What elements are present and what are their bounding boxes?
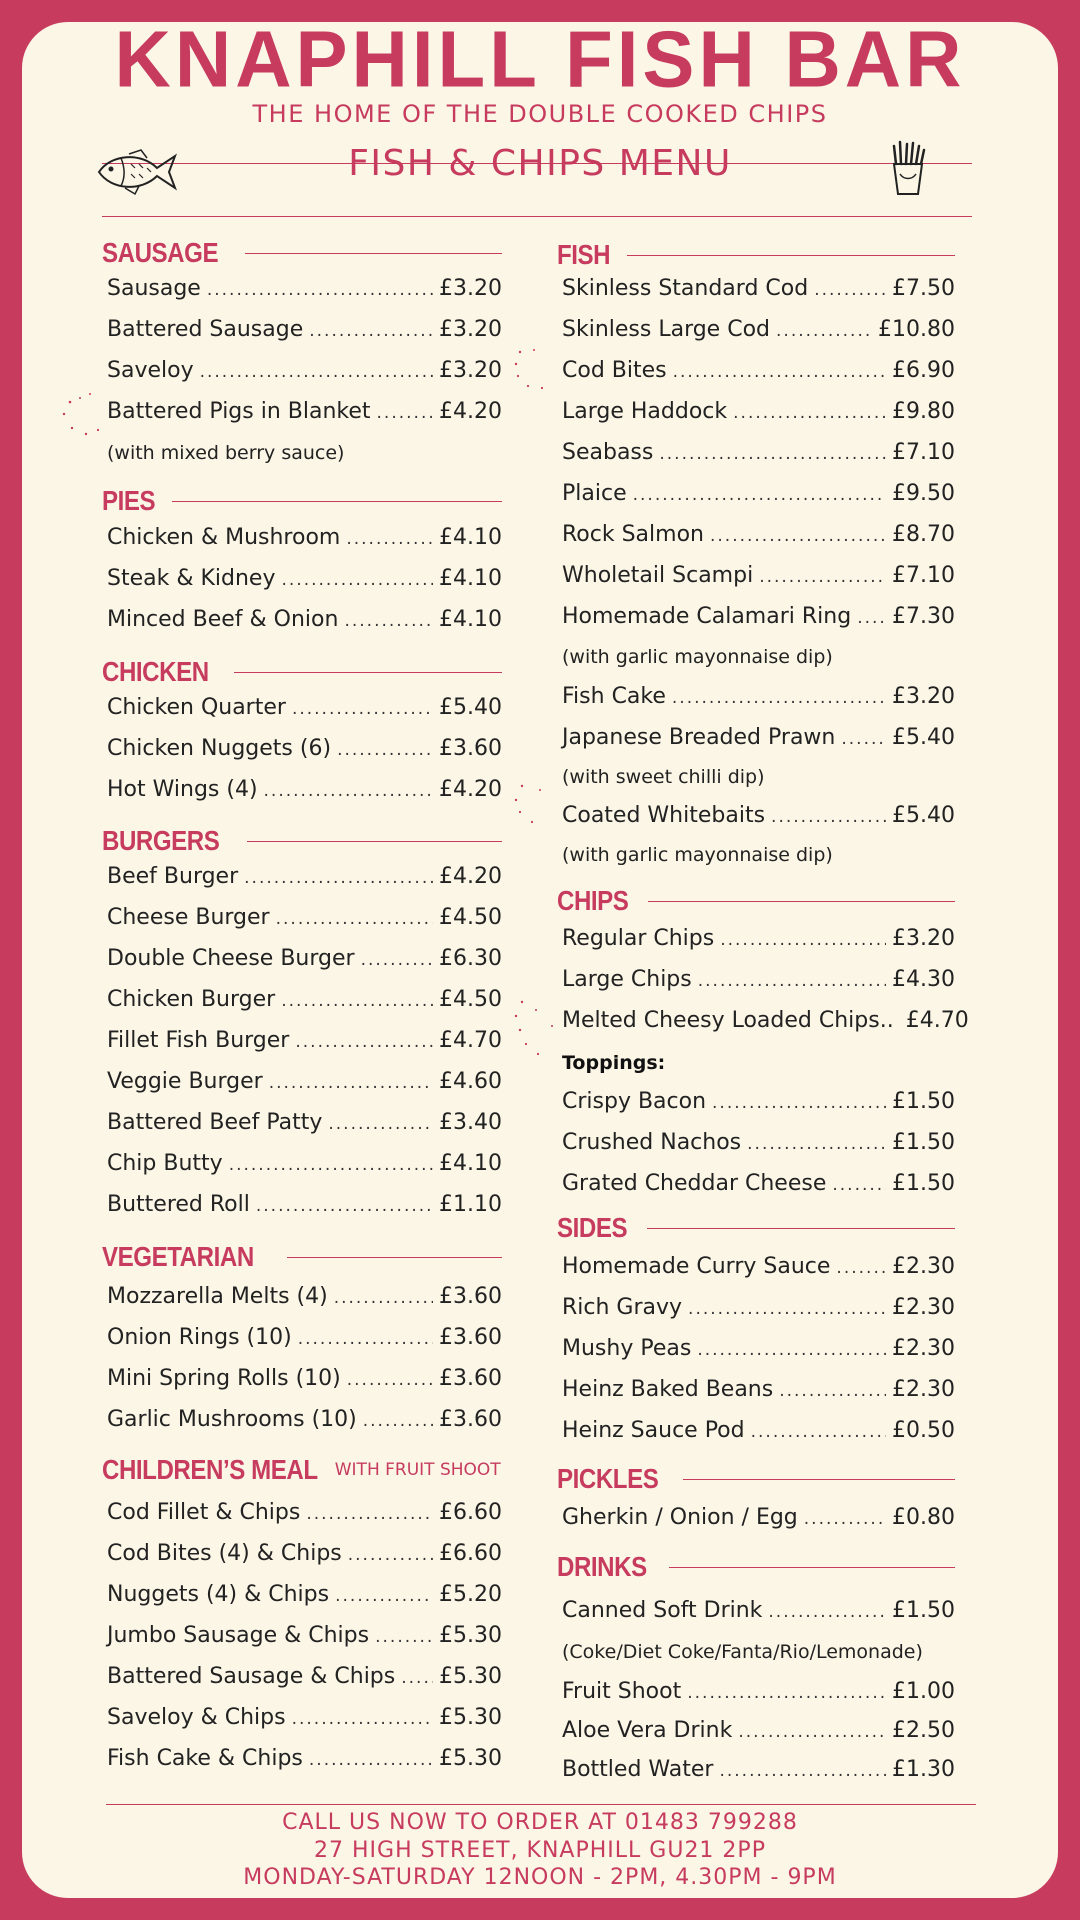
menu-item-row xyxy=(107,276,502,301)
menu-item-price: £7.10 xyxy=(892,563,955,588)
menu-item-row xyxy=(562,1757,955,1782)
menu-item-name: Rock Salmon xyxy=(562,522,704,547)
menu-item-price: £3.60 xyxy=(439,1325,502,1350)
dot-leader xyxy=(697,1340,886,1360)
dot-leader xyxy=(759,567,886,587)
menu-item-name: Melted Cheesy Loaded Chips.. xyxy=(562,1008,894,1033)
menu-item-row xyxy=(107,1325,502,1350)
pickles-section-title: PICKLES xyxy=(557,1463,659,1494)
dot-leader xyxy=(832,1175,886,1195)
chips-section-header xyxy=(557,884,955,918)
menu-item-name: Heinz Baked Beans xyxy=(562,1377,774,1402)
menu-item-row xyxy=(562,1598,955,1623)
menu-item-row xyxy=(562,440,955,465)
dot-leader xyxy=(804,1509,886,1529)
menu-item-row xyxy=(107,987,502,1012)
dot-leader xyxy=(309,1750,433,1770)
menu-item-row xyxy=(107,399,502,424)
dot-leader xyxy=(768,1602,886,1622)
dot-leader xyxy=(633,485,886,505)
dot-leader xyxy=(698,971,886,991)
menu-item-row xyxy=(107,1500,502,1525)
menu-item-row xyxy=(107,905,502,930)
menu-item-price: £5.40 xyxy=(439,695,502,720)
menu-item-row xyxy=(107,358,502,383)
menu-item-row xyxy=(562,926,955,951)
menu-item-row xyxy=(107,1366,502,1391)
dot-leader xyxy=(779,1381,886,1401)
menu-item-price: £5.20 xyxy=(439,1582,502,1607)
restaurant-title: KNAPHILL FISH BAR xyxy=(114,14,966,104)
menu-item-name: Coated Whitebaits xyxy=(562,803,766,828)
menu-item-note: (with garlic mayonnaise dip) xyxy=(562,844,833,866)
menu-item-note: (with mixed berry sauce) xyxy=(107,442,345,464)
menu-item-name: Beef Burger xyxy=(107,864,239,889)
menu-item-price: £2.30 xyxy=(892,1254,955,1279)
dot-leader xyxy=(256,1196,433,1216)
dot-leader xyxy=(337,740,433,760)
dot-leader xyxy=(281,991,433,1011)
toppings-label: Toppings: xyxy=(562,1052,666,1074)
sausage-section-rule xyxy=(245,253,502,254)
menu-item-name: Skinless Large Cod xyxy=(562,317,771,342)
menu-item-row xyxy=(107,525,502,550)
dot-leader xyxy=(673,362,886,382)
sides-section-header xyxy=(557,1211,955,1245)
menu-item-row xyxy=(107,1746,502,1771)
menu-item-price: £0.80 xyxy=(892,1505,955,1530)
menu-item-row xyxy=(107,946,502,971)
menu-item-name: Fruit Shoot xyxy=(562,1679,682,1704)
menu-item-price: £4.10 xyxy=(439,607,502,632)
menu-item-price: £3.60 xyxy=(439,736,502,761)
footer-phone: CALL US NOW TO ORDER AT 01483 799288 xyxy=(282,1810,798,1835)
dot-leader xyxy=(306,1504,433,1524)
footer-address: 27 HIGH STREET, KNAPHILL GU21 2PP xyxy=(314,1838,766,1863)
menu-item-name: Mozzarella Melts (4) xyxy=(107,1284,328,1309)
menu-item-name: Homemade Curry Sauce xyxy=(562,1254,831,1279)
dot-leader xyxy=(346,529,433,549)
menu-item-row xyxy=(562,1130,955,1155)
dot-leader xyxy=(738,1722,886,1742)
menu-item-price: £3.20 xyxy=(892,926,955,951)
menu-item-name: Buttered Roll xyxy=(107,1192,250,1217)
menu-item-price: £9.50 xyxy=(892,481,955,506)
menu-item-name: Mini Spring Rolls (10) xyxy=(107,1366,341,1391)
menu-item-name: Onion Rings (10) xyxy=(107,1325,292,1350)
dot-leader xyxy=(361,950,433,970)
menu-item-name: Saveloy & Chips xyxy=(107,1705,286,1730)
dot-leader xyxy=(292,699,433,719)
menu-item-price: £4.10 xyxy=(439,1151,502,1176)
splash-decoration xyxy=(60,392,110,442)
dot-leader xyxy=(751,1422,886,1442)
menu-item-row xyxy=(107,1028,502,1053)
chips-section-rule xyxy=(648,901,955,902)
dot-leader xyxy=(269,1073,433,1093)
menu-item-row xyxy=(562,481,955,506)
menu-item-price: £7.30 xyxy=(892,604,955,629)
sausage-section-title: SAUSAGE xyxy=(102,237,219,268)
menu-item-name: Cod Fillet & Chips xyxy=(107,1500,301,1525)
menu-item-row xyxy=(107,864,502,889)
burgers-section-rule xyxy=(247,841,502,842)
dot-leader xyxy=(292,1709,433,1729)
menu-item-row xyxy=(562,604,955,629)
drinks-section-title: DRINKS xyxy=(557,1551,647,1582)
menu-item-name: Seabass xyxy=(562,440,654,465)
menu-item-price: £6.90 xyxy=(892,358,955,383)
menu-item-row xyxy=(107,1623,502,1648)
menu-item-price: £5.30 xyxy=(439,1746,502,1771)
burgers-section-header xyxy=(102,824,502,858)
menu-item-row xyxy=(562,1718,955,1743)
menu-item-price: £3.20 xyxy=(892,684,955,709)
dot-leader xyxy=(401,1668,433,1688)
menu-item-name: Plaice xyxy=(562,481,627,506)
menu-item-price: £2.30 xyxy=(892,1295,955,1320)
splash-decoration xyxy=(512,780,562,830)
menu-item-name: Crispy Bacon xyxy=(562,1089,707,1114)
dot-leader xyxy=(719,1761,886,1781)
menu-item-row xyxy=(562,399,955,424)
dot-leader xyxy=(309,321,433,341)
menu-item-name: Regular Chips xyxy=(562,926,715,951)
dot-leader xyxy=(733,403,886,423)
dot-leader xyxy=(264,781,433,801)
sides-section-rule xyxy=(647,1228,955,1229)
menu-item-row xyxy=(107,317,502,342)
menu-item-name: Hot Wings (4) xyxy=(107,777,258,802)
menu-item-name: Garlic Mushrooms (10) xyxy=(107,1407,357,1432)
menu-item-row xyxy=(107,695,502,720)
menu-item-price: £7.10 xyxy=(892,440,955,465)
pickles-section-header xyxy=(557,1462,955,1496)
menu-item-row xyxy=(107,1192,502,1217)
menu-item-price: £6.30 xyxy=(439,946,502,971)
chicken-section-header xyxy=(102,655,502,689)
dot-leader xyxy=(857,608,886,628)
menu-item-name: Grated Cheddar Cheese xyxy=(562,1171,827,1196)
menu-item-name: Chicken Nuggets (6) xyxy=(107,736,332,761)
menu-item-price: £1.10 xyxy=(439,1192,502,1217)
menu-item-row xyxy=(562,1418,955,1443)
menu-item-name: Crushed Nachos xyxy=(562,1130,742,1155)
menu-item-name: Japanese Breaded Prawn xyxy=(562,725,836,750)
menu-item-name: Cod Bites xyxy=(562,358,667,383)
dot-leader xyxy=(836,1258,886,1278)
menu-item-name: Fillet Fish Burger xyxy=(107,1028,290,1053)
dot-leader xyxy=(335,1586,433,1606)
menu-item-price: £4.20 xyxy=(439,864,502,889)
menu-item-price: £4.70 xyxy=(905,1008,969,1033)
menu-item-name: Fish Cake & Chips xyxy=(107,1746,303,1771)
dot-leader xyxy=(295,1032,433,1052)
splash-decoration xyxy=(512,996,562,1062)
menu-item-row xyxy=(107,1541,502,1566)
menu-item-row xyxy=(562,967,955,992)
fish-icon xyxy=(95,148,179,196)
dot-leader xyxy=(841,729,886,749)
menu-item-row xyxy=(107,1151,502,1176)
dot-leader xyxy=(776,321,872,341)
menu-item-name: Chicken Quarter xyxy=(107,695,286,720)
menu-item-row xyxy=(107,566,502,591)
menu-item-name: Chicken Burger xyxy=(107,987,276,1012)
burgers-section-title: BURGERS xyxy=(102,825,220,856)
menu-item-row xyxy=(562,684,955,709)
dot-leader xyxy=(229,1155,433,1175)
dot-leader xyxy=(687,1683,886,1703)
dot-leader xyxy=(298,1329,433,1349)
menu-item-name: Nuggets (4) & Chips xyxy=(107,1582,330,1607)
menu-item-name: Battered Sausage & Chips xyxy=(107,1664,396,1689)
menu-item-price: £1.30 xyxy=(892,1757,955,1782)
dot-leader xyxy=(710,526,886,546)
menu-item-name: Minced Beef & Onion xyxy=(107,607,339,632)
drinks-section-rule xyxy=(669,1567,955,1568)
menu-item-name: Large Haddock xyxy=(562,399,728,424)
menu-item-row xyxy=(107,1664,502,1689)
menu-item-price: £3.60 xyxy=(439,1366,502,1391)
menu-item-name: Saveloy xyxy=(107,358,194,383)
dot-leader xyxy=(348,1545,433,1565)
footer-hours: MONDAY-SATURDAY 12NOON - 2PM, 4.30PM - 9PM xyxy=(243,1865,837,1890)
sides-section-title: SIDES xyxy=(557,1212,628,1243)
chicken-section-rule xyxy=(234,672,502,673)
dot-leader xyxy=(244,868,433,888)
dot-leader xyxy=(672,688,886,708)
sausage-section-header xyxy=(102,236,502,270)
menu-item-row xyxy=(562,1089,955,1114)
dot-leader xyxy=(747,1134,886,1154)
menu-item-price: £8.70 xyxy=(892,522,955,547)
splash-decoration xyxy=(512,346,562,396)
dot-leader xyxy=(712,1093,886,1113)
menu-item-price: £3.40 xyxy=(439,1110,502,1135)
menu-heading: FISH & CHIPS MENU xyxy=(348,143,732,184)
menu-item-name: Battered Pigs in Blanket xyxy=(107,399,371,424)
menu-item-name: Homemade Calamari Ring xyxy=(562,604,852,629)
chips-section-title: CHIPS xyxy=(557,885,629,916)
dot-leader xyxy=(814,280,886,300)
dot-leader xyxy=(377,403,433,423)
menu-item-name: Skinless Standard Cod xyxy=(562,276,809,301)
menu-item-price: £4.70 xyxy=(439,1028,502,1053)
menu-item-row xyxy=(107,1705,502,1730)
menu-item-row xyxy=(107,1284,502,1309)
menu-item-row xyxy=(107,1407,502,1432)
menu-item-name: Canned Soft Drink xyxy=(562,1598,763,1623)
menu-item-price: £4.20 xyxy=(439,399,502,424)
menu-item-price: £6.60 xyxy=(439,1541,502,1566)
menu-item-name: Mushy Peas xyxy=(562,1336,692,1361)
menu-item-price: £3.60 xyxy=(439,1407,502,1432)
menu-item-row xyxy=(107,1069,502,1094)
header-bottom-rule xyxy=(102,216,972,217)
menu-item-price: £1.50 xyxy=(892,1089,955,1114)
menu-item-price: £1.50 xyxy=(892,1598,955,1623)
menu-item-price: £2.50 xyxy=(892,1718,955,1743)
dot-leader xyxy=(720,930,886,950)
menu-item-row xyxy=(107,607,502,632)
dot-leader xyxy=(328,1114,433,1134)
dot-leader xyxy=(375,1627,433,1647)
menu-item-price: £1.00 xyxy=(892,1679,955,1704)
menu-item-name: Battered Beef Patty xyxy=(107,1110,323,1135)
menu-item-name: Heinz Sauce Pod xyxy=(562,1418,745,1443)
menu-item-row xyxy=(562,276,955,301)
menu-item-row xyxy=(562,803,955,828)
menu-item-name: Steak & Kidney xyxy=(107,566,276,591)
menu-item-name: Chicken & Mushroom xyxy=(107,525,341,550)
menu-item-price: £4.50 xyxy=(439,987,502,1012)
vegetarian-section-rule xyxy=(287,1257,503,1258)
menu-item-price: £6.60 xyxy=(439,1500,502,1525)
menu-item-price: £4.50 xyxy=(439,905,502,930)
menu-item-price: £2.30 xyxy=(892,1336,955,1361)
menu-item-row xyxy=(562,358,955,383)
menu-item-name: Double Cheese Burger xyxy=(107,946,355,971)
menu-item-row xyxy=(107,777,502,802)
pies-section-header xyxy=(102,484,502,518)
menu-item-row xyxy=(562,1505,955,1530)
chicken-section-title: CHICKEN xyxy=(102,656,209,687)
menu-item-price: £3.20 xyxy=(439,358,502,383)
menu-item-price: £2.30 xyxy=(892,1377,955,1402)
dot-leader xyxy=(688,1299,886,1319)
menu-item-name: Jumbo Sausage & Chips xyxy=(107,1623,370,1648)
chips-icon xyxy=(888,140,928,196)
dot-leader xyxy=(200,362,433,382)
childrens-meal-section-note: WITH FRUIT SHOOT xyxy=(334,1460,501,1480)
menu-item-note: (with garlic mayonnaise dip) xyxy=(562,646,833,668)
dot-leader xyxy=(659,444,886,464)
menu-item-name: Cheese Burger xyxy=(107,905,270,930)
fish-section-rule xyxy=(627,255,955,256)
menu-item-price: £7.50 xyxy=(892,276,955,301)
menu-item-row xyxy=(107,1110,502,1135)
vegetarian-section-header xyxy=(102,1240,502,1274)
dot-leader xyxy=(276,909,433,929)
restaurant-tagline: THE HOME OF THE DOUBLE COOKED CHIPS xyxy=(252,100,828,128)
pies-section-rule xyxy=(172,501,502,502)
fish-section-title: FISH xyxy=(557,239,611,270)
menu-item-price: £5.40 xyxy=(892,725,955,750)
menu-item-price: £4.10 xyxy=(439,525,502,550)
menu-item-price: £0.50 xyxy=(892,1418,955,1443)
vegetarian-section-title: VEGETARIAN xyxy=(102,1241,254,1272)
menu-item-price: £4.20 xyxy=(439,777,502,802)
dot-leader xyxy=(344,611,433,631)
menu-item-name: Chip Butty xyxy=(107,1151,223,1176)
menu-item-row xyxy=(562,725,955,750)
menu-item-price: £3.20 xyxy=(439,317,502,342)
menu-item-price: £1.50 xyxy=(892,1171,955,1196)
menu-item-row xyxy=(562,1254,955,1279)
menu-item-row xyxy=(562,1295,955,1320)
dot-leader xyxy=(347,1370,433,1390)
menu-item-row xyxy=(562,522,955,547)
drinks-section-header xyxy=(557,1550,955,1584)
menu-item-row xyxy=(562,1336,955,1361)
menu-item-note: (Coke/Diet Coke/Fanta/Rio/Lemonade) xyxy=(562,1641,923,1663)
childrens-meal-section-title: CHILDREN’S MEAL xyxy=(102,1454,318,1485)
menu-item-price: £4.60 xyxy=(439,1069,502,1094)
menu-item-row xyxy=(562,1171,955,1196)
pickles-section-rule xyxy=(683,1479,955,1480)
childrens-meal-section-header xyxy=(102,1453,502,1487)
menu-item-price: £1.50 xyxy=(892,1130,955,1155)
menu-item-row xyxy=(107,1582,502,1607)
dot-leader xyxy=(334,1288,433,1308)
menu-item-row xyxy=(562,1377,955,1402)
menu-item-price: £5.30 xyxy=(439,1705,502,1730)
menu-item-name: Battered Sausage xyxy=(107,317,304,342)
menu-item-price: £4.30 xyxy=(892,967,955,992)
menu-item-row xyxy=(562,1679,955,1704)
menu-item-name: Large Chips xyxy=(562,967,692,992)
menu-item-row xyxy=(107,736,502,761)
menu-item-price: £10.80 xyxy=(878,317,955,342)
menu-item-price: £5.30 xyxy=(439,1623,502,1648)
menu-item-name: Rich Gravy xyxy=(562,1295,683,1320)
menu-item-name: Wholetail Scampi xyxy=(562,563,754,588)
menu-item-price: £5.40 xyxy=(892,803,955,828)
menu-item-note: (with sweet chilli dip) xyxy=(562,766,765,788)
menu-item-name: Cod Bites (4) & Chips xyxy=(107,1541,342,1566)
footer-rule xyxy=(106,1804,976,1805)
dot-leader xyxy=(771,807,886,827)
menu-item-row xyxy=(562,1008,969,1033)
menu-item-name: Gherkin / Onion / Egg xyxy=(562,1505,798,1530)
dot-leader xyxy=(207,280,433,300)
pies-section-title: PIES xyxy=(102,485,156,516)
dot-leader xyxy=(363,1411,433,1431)
menu-item-name: Fish Cake xyxy=(562,684,666,709)
menu-item-name: Veggie Burger xyxy=(107,1069,263,1094)
menu-item-price: £5.30 xyxy=(439,1664,502,1689)
menu-item-row xyxy=(562,317,955,342)
menu-item-price: £3.20 xyxy=(439,276,502,301)
menu-item-name: Aloe Vera Drink xyxy=(562,1718,733,1743)
menu-item-price: £3.60 xyxy=(439,1284,502,1309)
menu-item-price: £9.80 xyxy=(892,399,955,424)
fish-section-header xyxy=(557,238,955,272)
menu-item-row xyxy=(562,563,955,588)
menu-item-price: £4.10 xyxy=(439,566,502,591)
dot-leader xyxy=(282,570,434,590)
menu-item-name: Sausage xyxy=(107,276,201,301)
menu-item-name: Bottled Water xyxy=(562,1757,714,1782)
